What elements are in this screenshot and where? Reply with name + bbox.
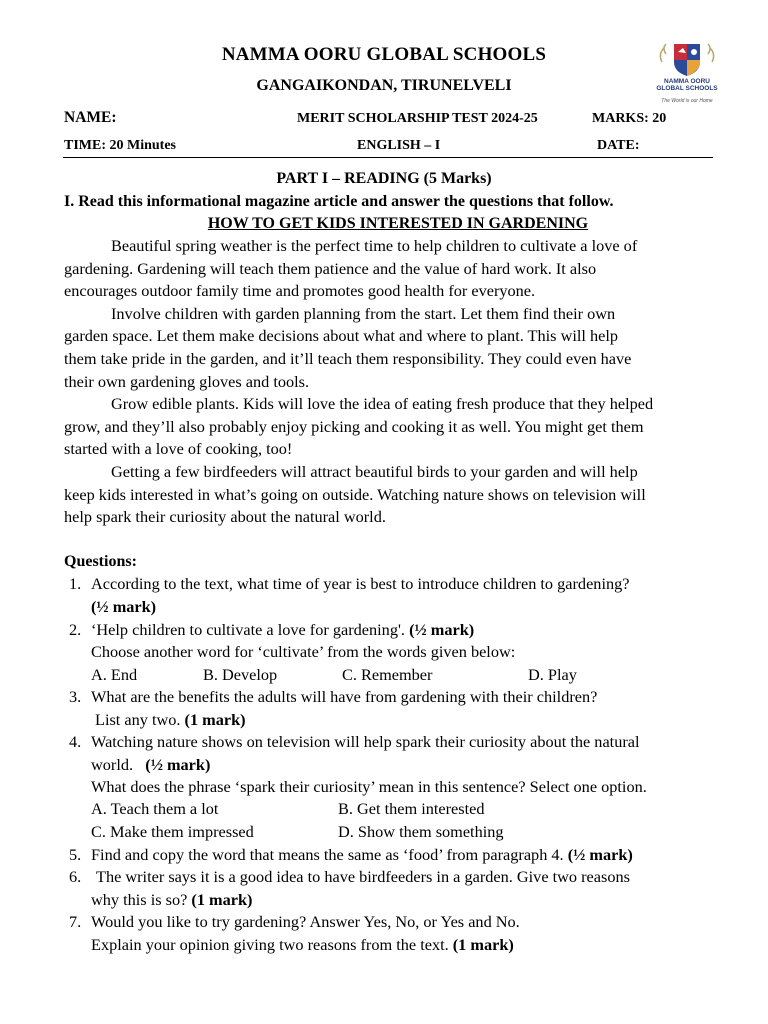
question-2-text <box>91 619 474 642</box>
date-label: DATE: <box>597 138 640 153</box>
question-4-prompt: world. <box>91 755 134 774</box>
article-paragraph-3 <box>64 393 724 461</box>
school-location: GANGAIKONDAN, TIRUNELVELI <box>256 77 512 94</box>
paragraph-line: keep kids interested in what’s going on outside. Watching nature shows on television will <box>64 484 646 504</box>
question-7-marks: (1 mark) <box>452 935 514 954</box>
logo-tagline: The World is our Home <box>661 98 713 104</box>
part-heading: PART I – READING (5 Marks) <box>276 170 492 187</box>
question-3-marks: (1 mark) <box>184 710 246 729</box>
paragraph-line: Grow edible plants. Kids will love the idea of eating fresh produce that they helped <box>111 394 654 414</box>
option: A. Teach them a lot <box>91 799 219 818</box>
question-number: 5. <box>69 845 82 864</box>
logo-line-2: GLOBAL SCHOOLS <box>656 85 718 92</box>
question-3-text: What are the benefits the adults will have from gardening with their children? <box>91 687 598 706</box>
paragraph-line: Involve children with garden planning from the start. Let them find their own <box>111 303 616 323</box>
question-6-marks: (1 mark) <box>191 890 253 909</box>
question-4-text: Watching nature shows on television will help spark their curiosity about the natural <box>91 732 640 751</box>
question-3-prompt: List any two. <box>95 710 181 729</box>
question-7-sub <box>91 934 514 957</box>
question-number: 2. <box>69 620 82 639</box>
test-title: MERIT SCHOLARSHIP TEST 2024-25 <box>297 111 538 126</box>
header-divider <box>63 157 713 158</box>
question-1-marks: (½ mark) <box>91 597 157 616</box>
question-6-text: The writer says it is a good idea to have birdfeeders in a garden. Give two reasons <box>96 867 630 886</box>
question-4-line2 <box>91 754 210 777</box>
option: B. Get them interested <box>338 799 485 818</box>
question-7-text: Would you like to try gardening? Answer Yes, No, or Yes and No. <box>91 912 520 931</box>
question-5-prompt: Find and copy the word that means the same as ‘food’ from paragraph 4. <box>91 845 564 864</box>
question-number: 6. <box>69 867 82 886</box>
option: C. Make them impressed <box>91 822 254 841</box>
option: A. End <box>91 665 138 684</box>
time-label: TIME: 20 Minutes <box>64 138 176 153</box>
question-6-prompt: why this is so? <box>91 890 188 909</box>
paragraph-line: grow, and they’ll also probably enjoy picking and cooking it as well. You might get them <box>64 416 644 436</box>
article-paragraph-4 <box>64 461 724 529</box>
school-name: NAMMA OORU GLOBAL SCHOOLS <box>221 44 547 65</box>
paragraph-line: gardening. Gardening will teach them patience and the value of hard work. It also <box>64 258 597 278</box>
option: B. Develop <box>203 665 278 684</box>
marks-label: MARKS: 20 <box>592 111 667 126</box>
question-3-sub <box>95 709 246 732</box>
question-number: 4. <box>69 732 82 751</box>
option: C. Remember <box>342 665 433 684</box>
questions-heading: Questions: <box>64 553 137 570</box>
school-crest-icon <box>652 40 722 106</box>
logo-line-1: NAMMA OORU <box>664 78 710 85</box>
subject-label: ENGLISH – I <box>357 138 441 153</box>
question-2-marks: (½ mark) <box>409 620 475 639</box>
article-paragraph-1 <box>64 235 724 303</box>
paragraph-line: started with a love of cooking, too! <box>64 439 293 459</box>
paragraph-line: garden space. Let them make decisions about what and where to plant. This will help <box>64 326 619 346</box>
option: D. Play <box>528 665 577 684</box>
question-5-text <box>91 844 633 867</box>
instruction: I. Read this informational magazine article and answer the questions that follow. <box>64 193 614 210</box>
question-number: 7. <box>69 912 82 931</box>
question-7-prompt: Explain your opinion giving two reasons from the text. <box>91 935 449 954</box>
paragraph-line: help spark their curiosity about the natural world. <box>64 507 386 527</box>
paragraph-line: them take pride in the garden, and it’ll teach them responsibility. They could even have <box>64 348 632 368</box>
paragraph-line: Getting a few birdfeeders will attract beautiful birds to your garden and will help <box>111 462 638 481</box>
paragraph-line: their own gardening gloves and tools. <box>64 371 310 391</box>
option: D. Show them something <box>338 822 504 841</box>
question-1-text: According to the text, what time of year is best to introduce children to gardening? <box>91 574 630 593</box>
question-2-sub: Choose another word for ‘cultivate’ from the words given below: <box>91 642 516 661</box>
paragraph-line: encourages outdoor family time and promotes good health for everyone. <box>64 281 536 301</box>
article-title: HOW TO GET KIDS INTERESTED IN GARDENING <box>207 215 589 232</box>
question-4-marks: (½ mark) <box>145 755 211 774</box>
logo-text <box>648 78 726 92</box>
question-2-prompt: ‘Help children to cultivate a love for gardening'. <box>91 620 405 639</box>
question-number: 1. <box>69 574 82 593</box>
question-6-line2 <box>91 889 252 912</box>
name-label: NAME: <box>64 109 117 126</box>
question-4-sub: What does the phrase ‘spark their curiosity’ mean in this sentence? Select one option. <box>91 777 647 796</box>
article-paragraph-2 <box>64 303 724 393</box>
question-5-marks: (½ mark) <box>567 845 633 864</box>
paragraph-line: Beautiful spring weather is the perfect time to help children to cultivate a love of <box>111 236 638 255</box>
question-number: 3. <box>69 687 82 706</box>
